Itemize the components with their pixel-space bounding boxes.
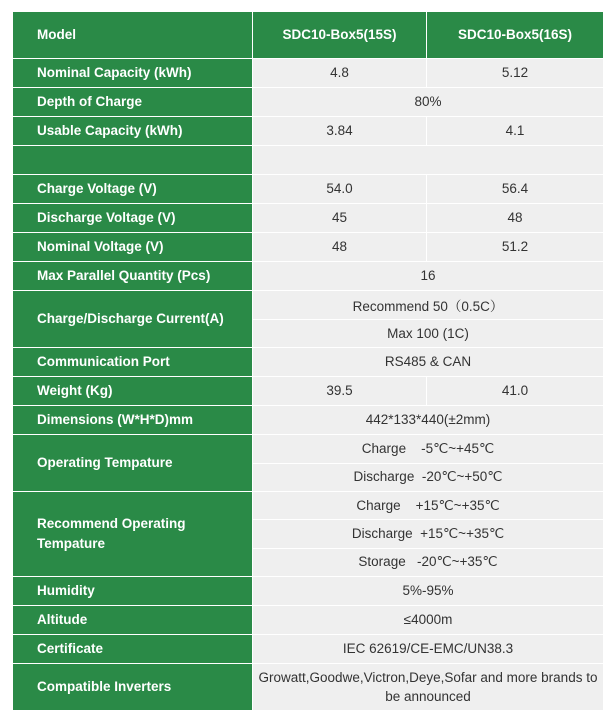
recommend-temp-discharge: Discharge +15℃~+35℃ [253,520,603,547]
altitude-value: ≤4000m [253,606,603,634]
row-label-charge-voltage: Charge Voltage (V) [13,175,252,203]
recommend-temp-values [253,492,603,576]
row-label-operating-temp: Operating Tempature [13,435,252,491]
row-label-communication-port: Communication Port [13,348,252,376]
depth-of-charge-value: 80% [253,88,603,116]
row-label-usable-capacity: Usable Capacity (kWh) [13,117,252,145]
discharge-voltage-16s: 48 [427,204,603,232]
row-label-weight: Weight (Kg) [13,377,252,405]
charge-voltage-15s: 54.0 [253,175,426,203]
spacer-row-label [13,146,252,174]
header-col-16s: SDC10-Box5(16S) [427,12,603,58]
dimensions-value: 442*133*440(±2mm) [253,406,603,434]
charge-voltage-16s: 56.4 [427,175,603,203]
recommend-temp-charge: Charge +15℃~+35℃ [253,492,603,519]
usable-capacity-15s: 3.84 [253,117,426,145]
row-label-recommend-temp: Recommend Operating Tempature [13,492,252,576]
operating-temp-discharge: Discharge -20℃~+50℃ [253,464,603,492]
recommend-temp-storage: Storage -20℃~+35℃ [253,549,603,576]
row-label-depth-of-charge: Depth of Charge [13,88,252,116]
row-label-discharge-voltage: Discharge Voltage (V) [13,204,252,232]
row-label-max-parallel: Max Parallel Quantity (Pcs) [13,262,252,290]
max-parallel-value: 16 [253,262,603,290]
row-label-altitude: Altitude [13,606,252,634]
operating-temp-charge: Charge -5℃~+45℃ [253,435,603,463]
header-col-15s: SDC10-Box5(15S) [253,12,426,58]
usable-capacity-16s: 4.1 [427,117,603,145]
communication-port-value: RS485 & CAN [253,348,603,376]
weight-15s: 39.5 [253,377,426,405]
row-label-compatible-inverters: Compatible Inverters [13,664,252,710]
charge-discharge-current-recommend: Recommend 50（0.5C） [253,291,603,319]
certificate-value: IEC 62619/CE-EMC/UN38.3 [253,635,603,663]
nominal-capacity-15s: 4.8 [253,59,426,87]
charge-discharge-current-max: Max 100 (1C) [253,320,603,348]
header-model: Model [13,12,252,58]
nominal-voltage-16s: 51.2 [427,233,603,261]
row-label-charge-discharge-current: Charge/Discharge Current(A) [13,291,252,347]
weight-16s: 41.0 [427,377,603,405]
compatible-inverters-value: Growatt,Goodwe,Victron,Deye,Sofar and more brands to be announced [253,664,603,710]
operating-temp-values [253,435,603,491]
row-label-nominal-capacity: Nominal Capacity (kWh) [13,59,252,87]
row-label-nominal-voltage: Nominal Voltage (V) [13,233,252,261]
nominal-voltage-15s: 48 [253,233,426,261]
humidity-value: 5%-95% [253,577,603,605]
spec-table [13,12,601,710]
row-label-certificate: Certificate [13,635,252,663]
row-label-humidity: Humidity [13,577,252,605]
charge-discharge-current-values [253,291,603,347]
row-label-dimensions: Dimensions (W*H*D)mm [13,406,252,434]
discharge-voltage-15s: 45 [253,204,426,232]
nominal-capacity-16s: 5.12 [427,59,603,87]
spacer-row-value [253,146,603,174]
